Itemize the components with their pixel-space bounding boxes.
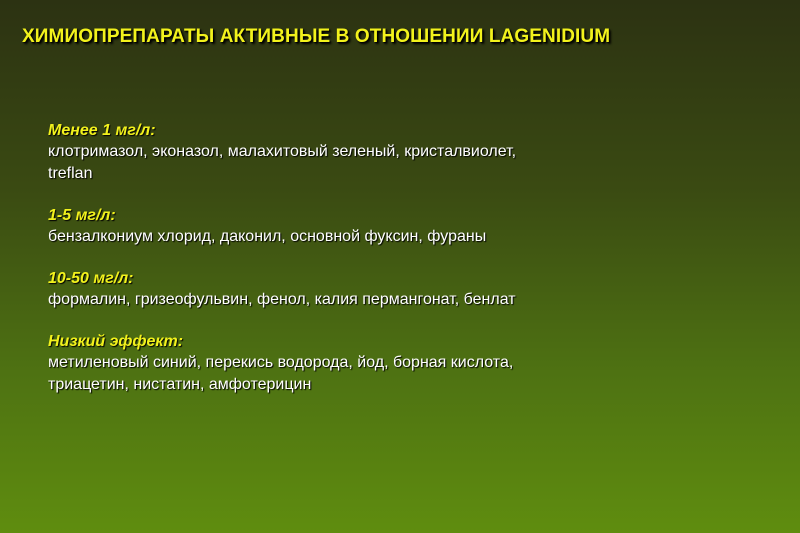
group-heading: Низкий эффект: <box>48 333 184 350</box>
group-heading: 1-5 мг/л: <box>48 207 116 224</box>
group-heading: Менее 1 мг/л: <box>48 122 156 139</box>
drug-list: метиленовый синий, перекись водорода, йод, борная кислота, триацетин, нистатин, амфотерицин <box>48 354 514 393</box>
concentration-group-1-5 <box>48 205 768 248</box>
low-effect-group <box>48 331 768 396</box>
group-heading: 10-50 мг/л: <box>48 270 134 287</box>
concentration-group-below-1 <box>48 120 768 185</box>
drug-list: клотримазол, эконазол, малахитовый зеленый, кристалвиолет, treflan <box>48 143 517 182</box>
drug-list: бензалкониум хлорид, даконил, основной фуксин, фураны <box>48 228 487 245</box>
concentration-group-10-50 <box>48 268 768 311</box>
slide-content <box>48 120 768 416</box>
slide-title: ХИМИОПРЕПАРАТЫ АКТИВНЫЕ В ОТНОШЕНИИ LAGENIDIUM <box>22 26 611 47</box>
drug-list: формалин, гризеофульвин, фенол, калия пермангонат, бенлат <box>48 291 516 308</box>
